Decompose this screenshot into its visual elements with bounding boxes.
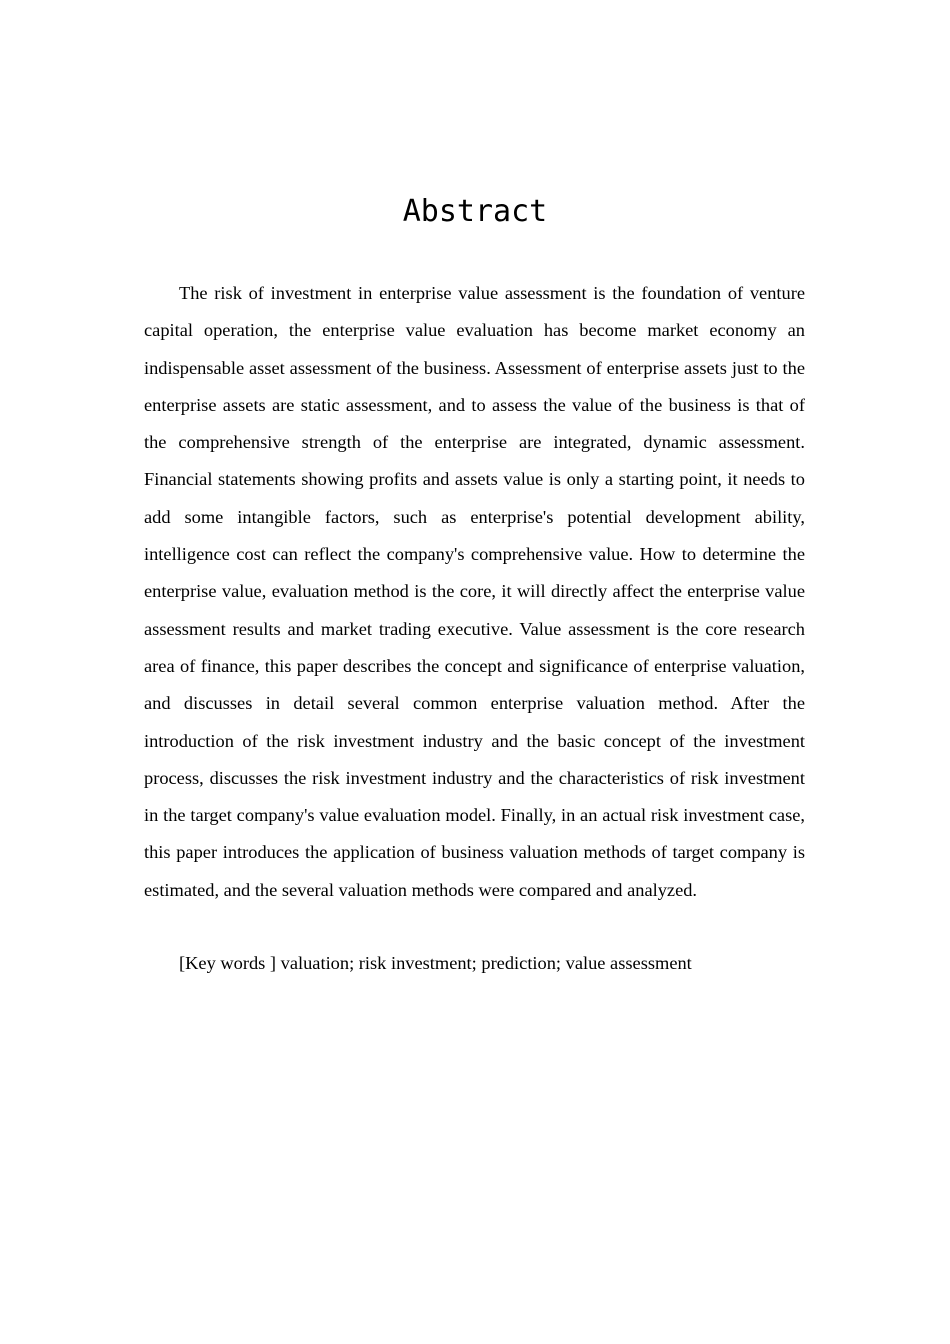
keywords-line: [Key words ] valuation; risk investment; prediction; value assessment <box>179 953 692 973</box>
abstract-title: Abstract <box>402 194 548 229</box>
abstract-body: The risk of investment in enterprise value assessment is the foundation of venture capital operation, the enterprise value evaluation has become market economy an indispensable asset assessment of the business. Assessment of enterprise assets just to the enterprise assets are static assessment, and to assess the value of the business is that of the comprehensive strength of the enterprise are integrated, dynamic assessment. Financial statements showing profits and assets value is only a starting point, it needs to add some intangible factors, such as enterprise's potential development ability, intelligence cost can reflect the company's comprehensive value. How to determine the enterprise value, evaluation method is the core, it will directly affect the enterprise value assessment results and market trading executive. Value assessment is the core research area of finance, this paper describes the concept and significance of enterprise valuation, and discusses in detail several common enterprise valuation method. After the introduction of the risk investment industry and the basic concept of the investment process, discusses the risk investment industry and the characteristics of risk investment in the target company's value evaluation model. Finally, in an actual risk investment case, this paper introduces the application of business valuation methods of target company is estimated, and the several valuation methods were compared and analyzed. <box>144 283 805 900</box>
